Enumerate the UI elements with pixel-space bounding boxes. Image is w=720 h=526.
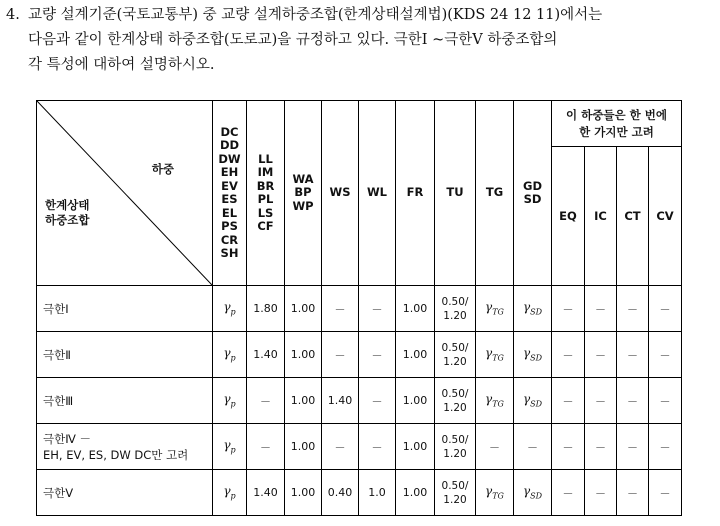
column-header-line: TG xyxy=(485,185,504,200)
table-row xyxy=(37,332,682,378)
table-cell: － xyxy=(585,470,617,516)
column-header-line: IM xyxy=(257,165,274,179)
table-cell-gamma: $\gamma_{TG}$ xyxy=(476,332,514,378)
table-cell: － xyxy=(359,286,396,332)
table-cell: 1.00 xyxy=(285,470,322,516)
table-cell-gamma: $\gamma_p$ xyxy=(213,378,247,424)
table-cell: 1.00 xyxy=(285,424,322,470)
column-header-lines xyxy=(514,180,551,207)
table-cell-fraction: 0.50/ 1.20 xyxy=(435,470,476,516)
column-header xyxy=(476,101,514,286)
table-cell: － xyxy=(649,332,682,378)
table-cell: － xyxy=(476,424,514,470)
table-cell: － xyxy=(585,286,617,332)
column-header xyxy=(514,101,552,286)
table-cell: － xyxy=(617,424,649,470)
column-header-line: TU xyxy=(446,185,464,200)
column-header xyxy=(396,101,435,286)
table-cell: 1.00 xyxy=(285,378,322,424)
table-cell: 1.0 xyxy=(359,470,396,516)
header-corner-cell xyxy=(37,101,213,286)
column-header-line: BP xyxy=(294,185,312,200)
column-header-line: WA xyxy=(292,171,314,186)
column-header-lines xyxy=(322,186,358,200)
table-cell: － xyxy=(552,286,585,332)
table-cell: 1.80 xyxy=(247,286,285,332)
table-cell: 1.00 xyxy=(396,470,435,516)
table-cell: － xyxy=(552,378,585,424)
table-cell-gamma: $\gamma_{TG}$ xyxy=(476,378,514,424)
table-cell-gamma: $\gamma_{TG}$ xyxy=(476,286,514,332)
table-cell: － xyxy=(359,378,396,424)
table-cell: 1.00 xyxy=(396,332,435,378)
table-cell: 1.00 xyxy=(285,332,322,378)
column-header-line: SH xyxy=(220,246,239,260)
table-row xyxy=(37,470,682,516)
column-header-line: SD xyxy=(523,192,542,206)
table-cell: － xyxy=(617,286,649,332)
column-header-line: EL xyxy=(221,205,238,220)
column-header-line: DW xyxy=(218,151,241,166)
group-column-header: CV xyxy=(649,147,682,286)
table-cell: － xyxy=(322,286,359,332)
table-cell-gamma: $\gamma_{SD}$ xyxy=(514,286,552,332)
column-header-line: BR xyxy=(256,178,275,193)
column-header-lines xyxy=(435,186,475,200)
column-header xyxy=(285,101,322,286)
table-cell: － xyxy=(552,470,585,516)
diagonal-line xyxy=(37,101,212,285)
table-cell: － xyxy=(585,424,617,470)
limit-state-header-label: 한계상태 하중조합 xyxy=(45,198,90,227)
column-header xyxy=(322,101,359,286)
column-header-lines xyxy=(285,173,321,214)
question-line-2: 다음과 같이 한계상태 하중조합(도로교)을 규정하고 있다. 극한Ⅰ ~극한Ⅴ 하중조합의 xyxy=(28,32,558,48)
question-number: 4. xyxy=(6,7,20,23)
column-header xyxy=(359,101,396,286)
group-column-header: IC xyxy=(585,147,617,286)
column-header-line: ES xyxy=(221,192,238,206)
table-cell-fraction: 0.50/ 1.20 xyxy=(435,332,476,378)
table-cell: － xyxy=(617,470,649,516)
table-cell: － xyxy=(247,378,285,424)
table-cell: 1.00 xyxy=(396,424,435,470)
column-header xyxy=(435,101,476,286)
table-cell: 1.40 xyxy=(322,378,359,424)
table-cell-gamma: $\gamma_p$ xyxy=(213,470,247,516)
column-header xyxy=(213,101,247,286)
table-cell: 1.00 xyxy=(396,378,435,424)
table-cell-gamma: $\gamma_p$ xyxy=(213,286,247,332)
group-header: 이 하중들은 한 번에 한 가지만 고려 xyxy=(552,101,682,147)
column-header-line: DD xyxy=(219,138,240,152)
column-header-line: CF xyxy=(257,219,274,233)
column-header-line: GD xyxy=(523,178,542,193)
table-cell: 1.00 xyxy=(396,286,435,332)
column-header-line: CR xyxy=(220,232,239,247)
table-cell: － xyxy=(322,424,359,470)
table-cell: － xyxy=(649,470,682,516)
table-body xyxy=(37,286,682,516)
column-header-line: WL xyxy=(366,185,387,200)
table-cell: － xyxy=(359,332,396,378)
column-header-line: EH xyxy=(220,165,239,179)
table-cell-gamma: $\gamma_{SD}$ xyxy=(514,378,552,424)
column-header xyxy=(247,101,285,286)
row-label: 극한Ⅳ － EH, EV, ES, DW DC만 고려 xyxy=(37,424,213,470)
table-cell: 0.40 xyxy=(322,470,359,516)
table-cell: － xyxy=(514,424,552,470)
column-header-lines xyxy=(247,153,284,234)
group-column-header: EQ xyxy=(552,147,585,286)
column-header-lines xyxy=(213,126,246,261)
table-row xyxy=(37,424,682,470)
table-cell: － xyxy=(649,424,682,470)
column-header-line: WS xyxy=(329,185,351,200)
table-cell: 1.00 xyxy=(285,286,322,332)
table-cell: － xyxy=(359,424,396,470)
load-header-label: 하중 xyxy=(151,162,174,176)
table-cell-gamma: $\gamma_p$ xyxy=(213,332,247,378)
column-header-lines xyxy=(359,186,395,200)
column-header-line: PL xyxy=(257,192,274,206)
table-cell-fraction: 0.50/ 1.20 xyxy=(435,378,476,424)
table-cell: － xyxy=(617,378,649,424)
table-cell: 1.40 xyxy=(247,332,285,378)
column-header-line: FR xyxy=(406,185,424,200)
table-cell-fraction: 0.50/ 1.20 xyxy=(435,424,476,470)
table-cell: － xyxy=(247,424,285,470)
question-line-3: 각 특성에 대하여 설명하시오. xyxy=(28,57,215,73)
column-header-line: EV xyxy=(221,178,238,193)
row-label: 극한Ⅰ xyxy=(37,286,213,332)
column-header-line: WP xyxy=(292,198,314,213)
table-cell: － xyxy=(617,332,649,378)
table-cell-fraction: 0.50/ 1.20 xyxy=(435,286,476,332)
table-cell: － xyxy=(649,286,682,332)
column-header-line: LL xyxy=(258,151,273,166)
table-cell: － xyxy=(322,332,359,378)
column-header-lines xyxy=(396,186,434,200)
column-header-lines xyxy=(476,186,513,200)
column-header-line: LS xyxy=(257,205,274,220)
table-row xyxy=(37,378,682,424)
table-cell: － xyxy=(552,424,585,470)
table-cell: － xyxy=(585,332,617,378)
table-cell-gamma: $\gamma_{SD}$ xyxy=(514,332,552,378)
question-line-1: 4. 교량 설계기준(국토교통부) 중 교량 설계하중조합(한계상태설계법)(KDS 24 12 11)에서는 xyxy=(6,3,718,28)
row-label: 극한Ⅱ xyxy=(37,332,213,378)
table-cell: － xyxy=(552,332,585,378)
table-cell: － xyxy=(649,378,682,424)
table-cell: 1.40 xyxy=(247,470,285,516)
table-cell-gamma: $\gamma_{SD}$ xyxy=(514,470,552,516)
column-header-line: PS xyxy=(221,219,238,233)
table-cell-gamma: $\gamma_{TG}$ xyxy=(476,470,514,516)
load-combination-table xyxy=(36,100,682,516)
table-cell: － xyxy=(585,378,617,424)
question-text xyxy=(6,3,718,78)
row-label: 극한Ⅴ xyxy=(37,470,213,516)
group-column-header: CT xyxy=(617,147,649,286)
column-header-line: DC xyxy=(220,124,239,139)
table-cell-gamma: $\gamma_p$ xyxy=(213,424,247,470)
table-row xyxy=(37,286,682,332)
row-label: 극한Ⅲ xyxy=(37,378,213,424)
